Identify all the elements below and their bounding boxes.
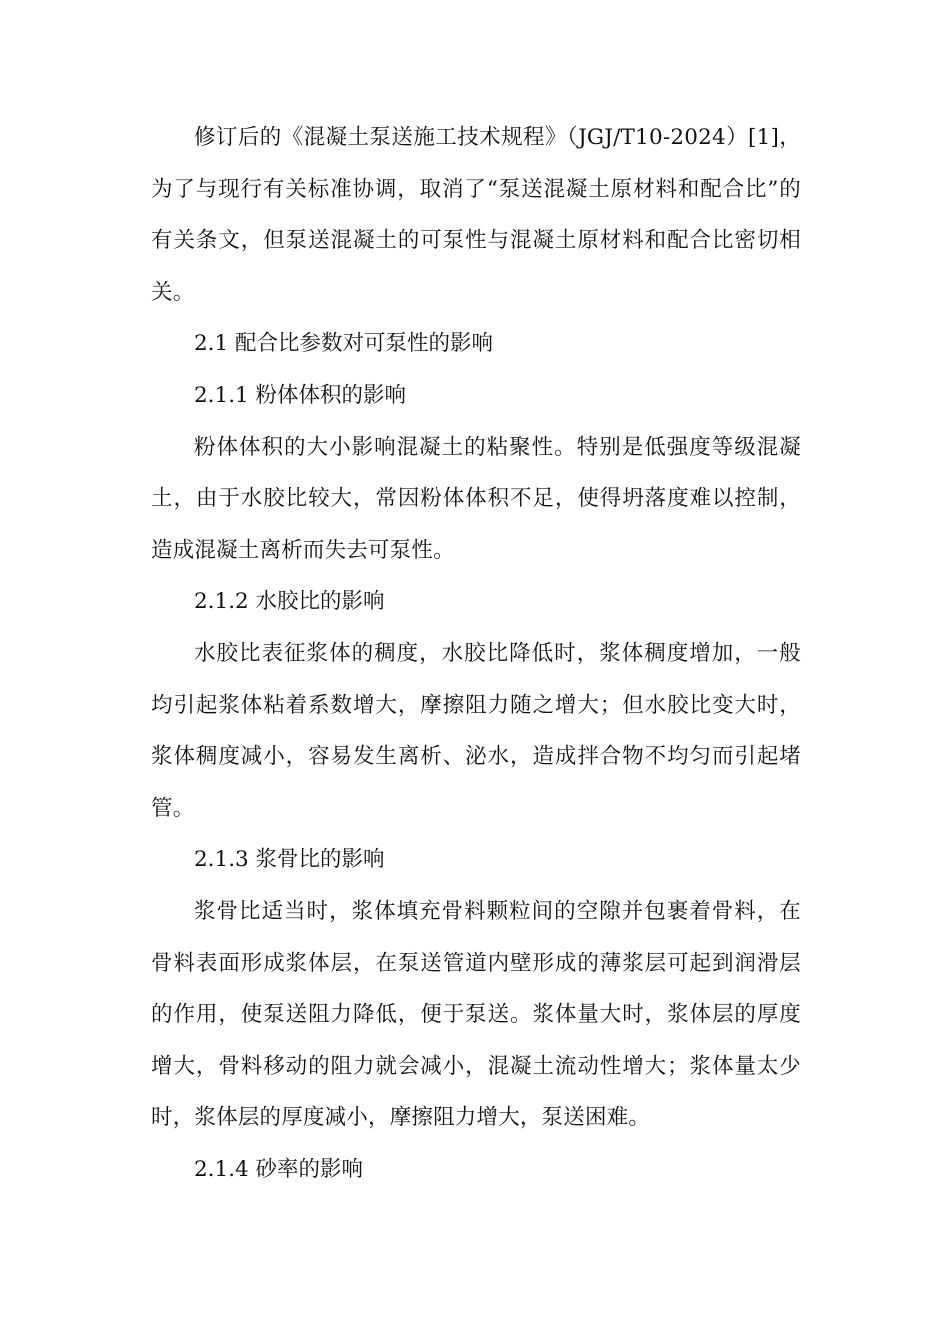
section-heading-2-1-3: 2.1.3 浆骨比的影响: [194, 847, 385, 873]
section-heading-2-1-2: 2.1.2 水胶比的影响: [194, 589, 385, 615]
section-heading-2-1: 2.1 配合比参数对可泵性的影响: [194, 331, 494, 357]
intro-paragraph: 修订后的《混凝土泵送施工技术规程》（JGJ/T10-2024）[1]，为了与现行有关标准协调，取消了“泵送混凝土原材料和配合比”的有关条文，但泵送混凝土的可泵性与混凝土原材料和配合比密切相关。: [151, 125, 801, 305]
paragraph-paste-aggregate-ratio: 浆骨比适当时，浆体填充骨料颗粒间的空隙并包裹着骨料，在骨料表面形成浆体层，在泵送管道内壁形成的薄浆层可起到润滑层的作用，使泵送阻力降低，便于泵送。浆体量大时，浆体层的厚度增大，骨料移动的阻力就会减小，混凝土流动性增大；浆体量太少时，浆体层的厚度减小，摩擦阻力增大，泵送困难。: [151, 898, 801, 1131]
section-heading-2-1-4: 2.1.4 砂率的影响: [194, 1156, 364, 1182]
paragraph-water-binder-ratio: 水胶比表征浆体的稠度，水胶比降低时，浆体稠度增加，一般均引起浆体粘着系数增大，摩擦阻力随之增大；但水胶比变大时，浆体稠度减小，容易发生离析、泌水，造成拌合物不均匀而引起堵管。: [151, 640, 801, 821]
paragraph-powder-volume: 粉体体积的大小影响混凝土的粘聚性。特别是低强度等级混凝土，由于水胶比较大，常因粉体体积不足，使得坍落度难以控制，造成混凝土离析而失去可泵性。: [151, 434, 801, 563]
section-heading-2-1-1: 2.1.1 粉体体积的影响: [194, 382, 407, 408]
document-page: [151, 112, 801, 1195]
